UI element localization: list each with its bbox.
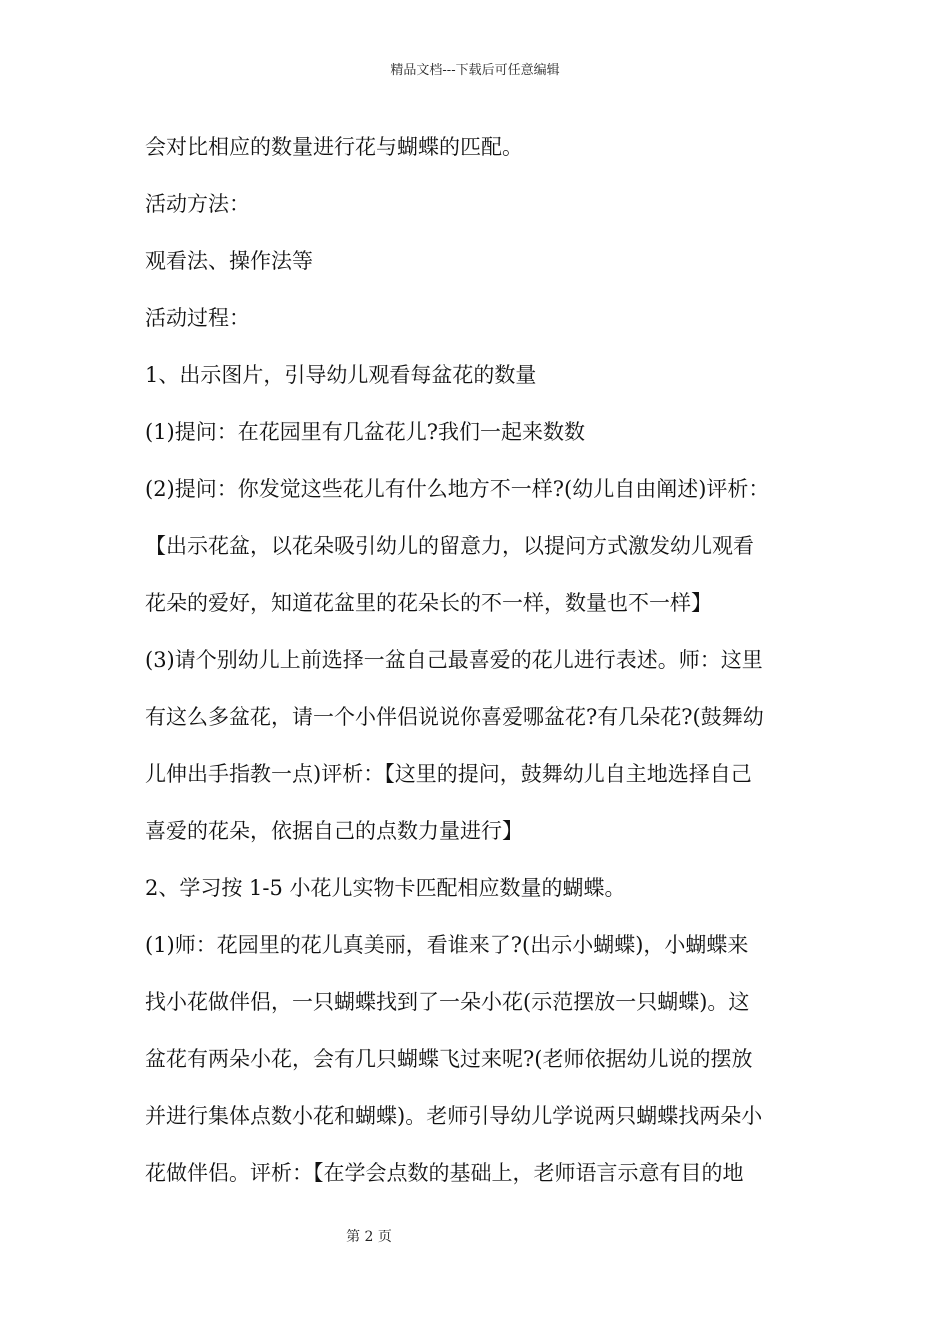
text-line: 并进行集体点数小花和蝴蝶)。老师引导幼儿学说两只蝴蝶找两朵小	[145, 1104, 763, 1128]
text-line: 会对比相应的数量进行花与蝴蝶的匹配。	[145, 135, 523, 159]
text-line: 2、学习按 1-5 小花儿实物卡匹配相应数量的蝴蝶。	[145, 876, 626, 900]
text-line: 儿伸出手指教一点)评析：【这里的提问，鼓舞幼儿自主地选择自己	[145, 762, 752, 786]
text-line: (1)提问：在花园里有几盆花儿?我们一起来数数	[145, 420, 586, 444]
text-line: 活动过程：	[145, 306, 250, 330]
text-line: 有这么多盆花，请一个小伴侣说说你喜爱哪盆花?有几朵花?(鼓舞幼	[145, 705, 764, 729]
text-line: 花朵的爱好，知道花盆里的花朵长的不一样，数量也不一样】	[145, 591, 712, 615]
text-line: (2)提问：你发觉这些花儿有什么地方不一样?(幼儿自由阐述)评析：	[145, 477, 770, 501]
text-line: 盆花有两朵小花，会有几只蝴蝶飞过来呢?(老师依据幼儿说的摆放	[145, 1047, 753, 1071]
text-line: 【出示花盆，以花朵吸引幼儿的留意力，以提问方式激发幼儿观看	[145, 534, 754, 558]
document-body	[145, 127, 815, 1210]
text-line: 观看法、操作法等	[145, 249, 313, 273]
text-line: 1、出示图片，引导幼儿观看每盆花的数量	[145, 363, 537, 387]
page-number: 第 2 页	[346, 1229, 392, 1245]
text-line: 喜爱的花朵，依据自己的点数力量进行】	[145, 819, 523, 843]
text-line: 活动方法：	[145, 192, 250, 216]
text-line: (3)请个别幼儿上前选择一盆自己最喜爱的花儿进行表述。师：这里	[145, 648, 763, 672]
text-line: 找小花做伴侣，一只蝴蝶找到了一朵小花(示范摆放一只蝴蝶)。这	[145, 990, 750, 1014]
text-line: 花做伴侣。评析：【在学会点数的基础上，老师语言示意有目的地	[145, 1161, 744, 1185]
page-header: 精品文档---下载后可任意编辑	[390, 63, 560, 78]
text-line: (1)师：花园里的花儿真美丽，看谁来了?(出示小蝴蝶)，小蝴蝶来	[145, 933, 749, 957]
